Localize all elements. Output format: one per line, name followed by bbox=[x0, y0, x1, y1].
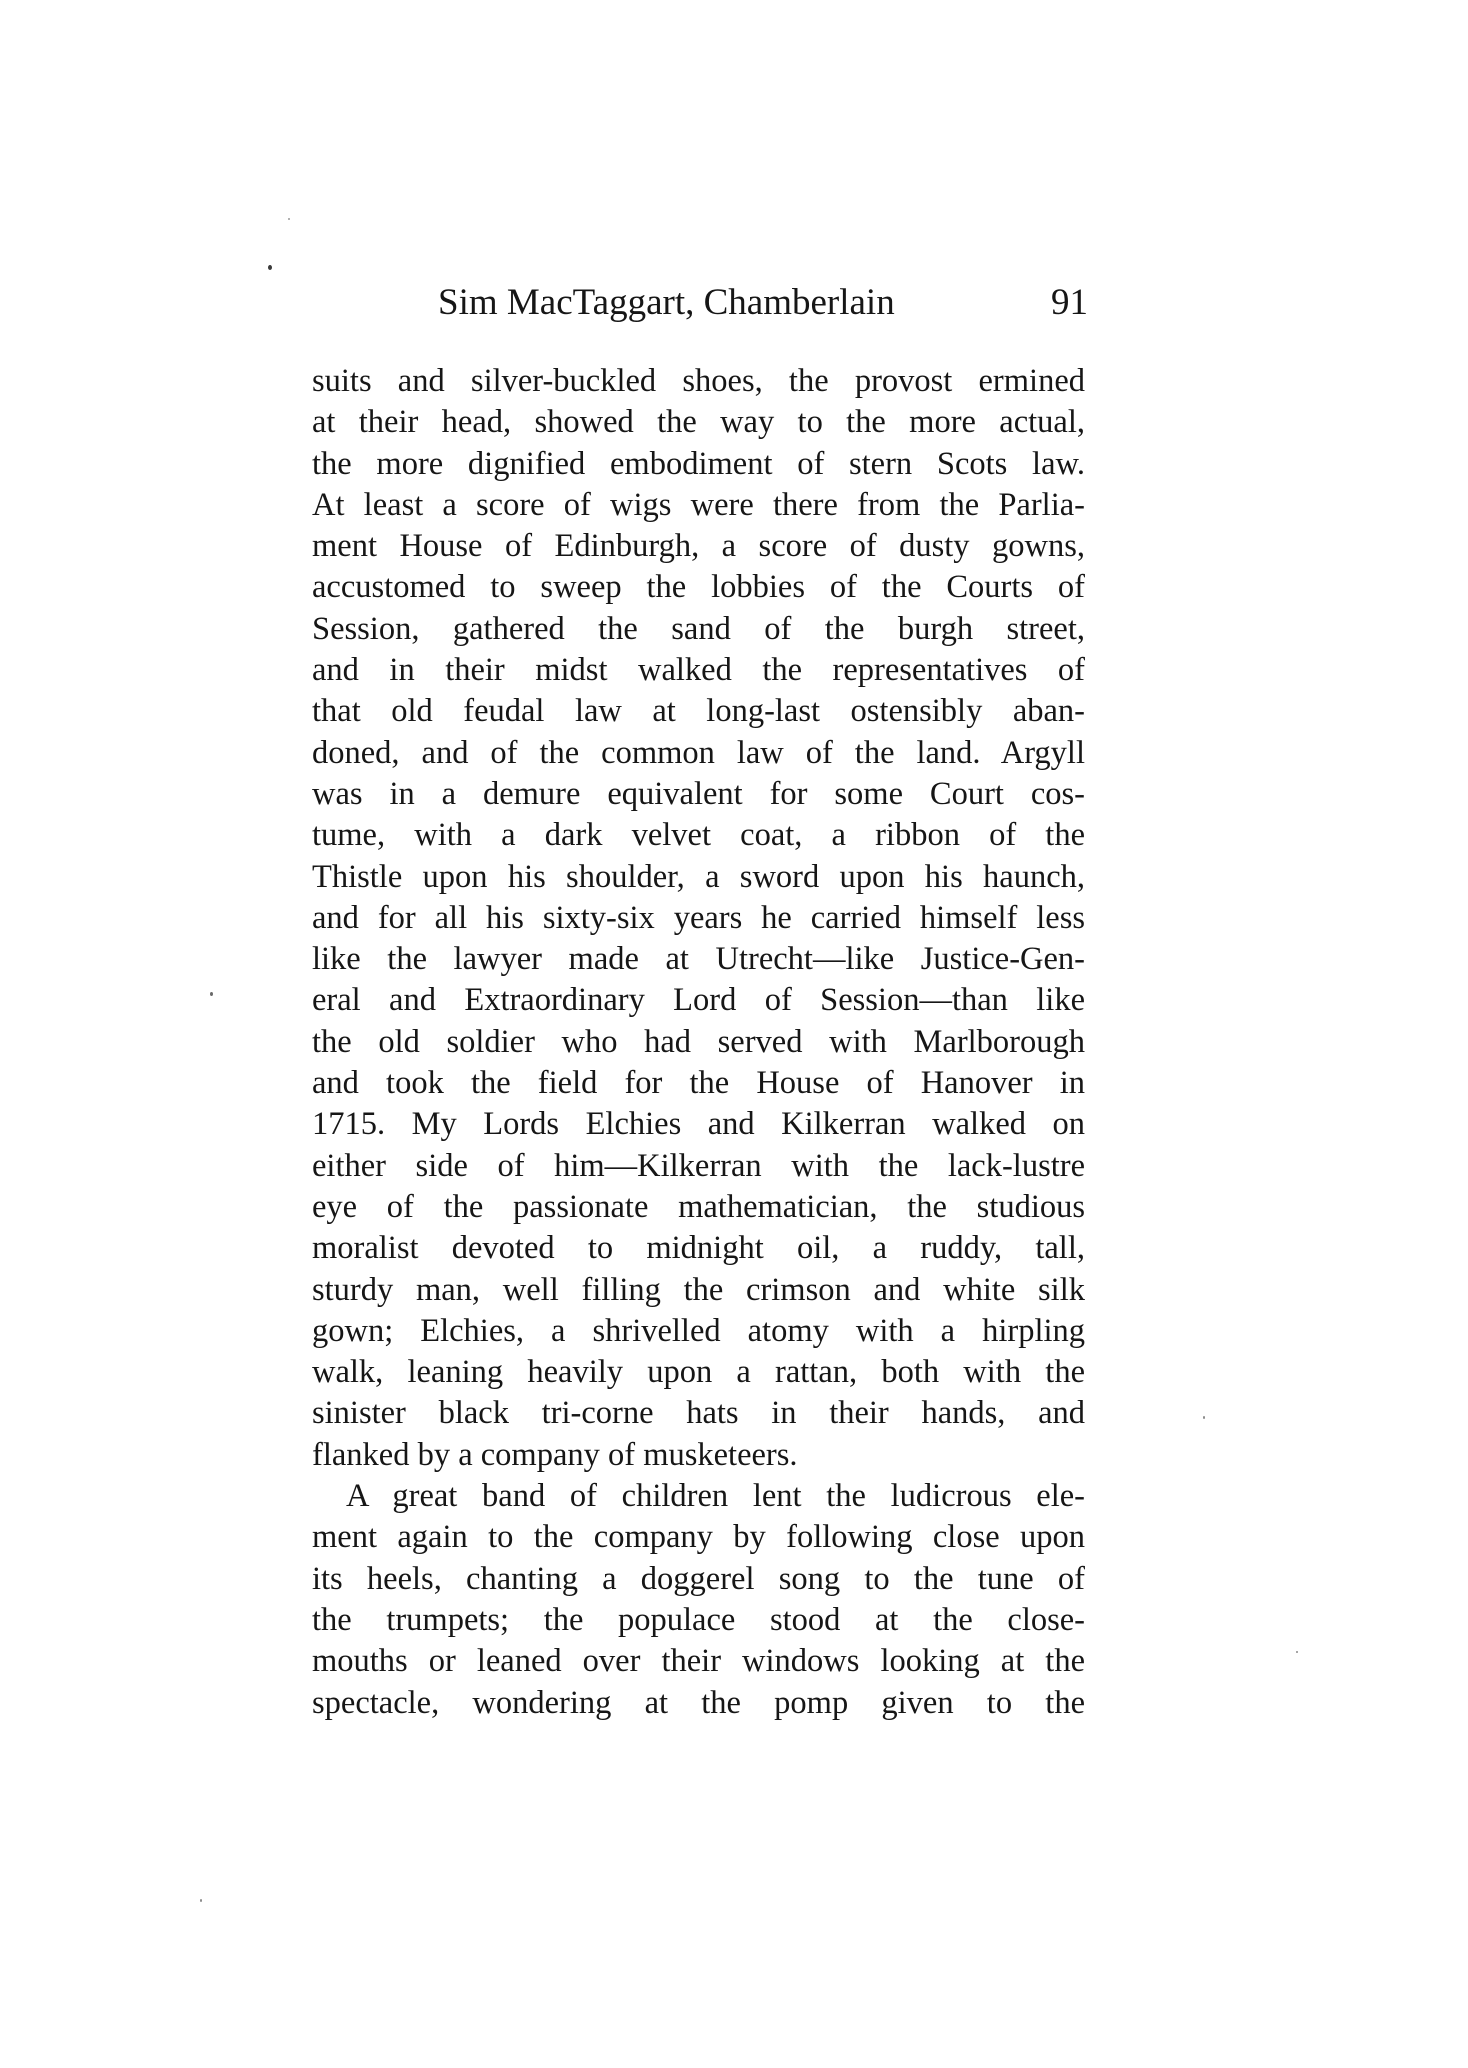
paragraph-start-line: A great band of children lent the ludicrous ele- bbox=[346, 1478, 1085, 1515]
text-line: tume, with a dark velvet coat, a ribbon of the bbox=[312, 817, 1085, 854]
text-line: ment House of Edinburgh, a score of dusty gowns, bbox=[312, 528, 1085, 565]
scan-speck bbox=[1203, 1416, 1205, 1419]
running-head-title: Sim MacTaggart, Chamberlain bbox=[438, 282, 895, 323]
text-line: the more dignified embodiment of stern Scots law. bbox=[312, 445, 1085, 482]
text-line: eral and Extraordinary Lord of Session—than like bbox=[312, 982, 1085, 1019]
running-head bbox=[438, 278, 1088, 328]
scan-speck bbox=[268, 265, 272, 270]
text-line: At least a score of wigs were there from the Parlia- bbox=[312, 486, 1085, 523]
text-line: doned, and of the common law of the land. Argyll bbox=[312, 734, 1085, 771]
text-line: eye of the passionate mathematician, the studious bbox=[312, 1188, 1085, 1225]
scan-speck bbox=[1296, 1651, 1298, 1653]
text-line: moralist devoted to midnight oil, a ruddy, tall, bbox=[312, 1230, 1085, 1267]
text-line: that old feudal law at long-last ostensibly aban- bbox=[312, 693, 1085, 730]
text-line: either side of him—Kilkerran with the lack-lustre bbox=[312, 1147, 1085, 1184]
text-line: its heels, chanting a doggerel song to the tune of bbox=[312, 1560, 1085, 1597]
text-line: at their head, showed the way to the more actual, bbox=[312, 404, 1085, 441]
page-number: 91 bbox=[1051, 282, 1088, 323]
text-line: the trumpets; the populace stood at the close- bbox=[312, 1601, 1085, 1638]
scan-speck bbox=[288, 218, 290, 220]
text-line: and in their midst walked the representatives of bbox=[312, 652, 1085, 689]
scan-speck bbox=[200, 1899, 202, 1902]
paragraph-end-line: flanked by a company of musketeers. bbox=[312, 1436, 798, 1473]
text-line: walk, leaning heavily upon a rattan, both with the bbox=[312, 1354, 1085, 1391]
text-line: sturdy man, well filling the crimson and white silk bbox=[312, 1271, 1085, 1308]
text-line: gown; Elchies, a shrivelled atomy with a hirpling bbox=[312, 1312, 1085, 1349]
text-line: mouths or leaned over their windows looking at the bbox=[312, 1643, 1085, 1680]
text-line: 1715. My Lords Elchies and Kilkerran walked on bbox=[312, 1106, 1085, 1143]
text-line: accustomed to sweep the lobbies of the Courts of bbox=[312, 569, 1085, 606]
text-line: suits and silver-buckled shoes, the provost ermined bbox=[312, 363, 1085, 399]
text-line: and took the field for the House of Hanover in bbox=[312, 1065, 1085, 1102]
text-line: Thistle upon his shoulder, a sword upon his haunch, bbox=[312, 858, 1085, 895]
text-line: like the lawyer made at Utrecht—like Justice-Gen- bbox=[312, 941, 1085, 978]
text-line: was in a demure equivalent for some Court cos- bbox=[312, 775, 1085, 812]
text-line: Session, gathered the sand of the burgh street, bbox=[312, 610, 1085, 647]
text-line: ment again to the company by following close upon bbox=[312, 1519, 1085, 1556]
body-text bbox=[312, 361, 1085, 1724]
scan-speck bbox=[210, 992, 213, 996]
text-line: spectacle, wondering at the pomp given to the bbox=[312, 1684, 1085, 1721]
text-line: sinister black tri-corne hats in their hands, and bbox=[312, 1395, 1085, 1432]
text-line: and for all his sixty-six years he carried himself less bbox=[312, 899, 1085, 936]
text-line: the old soldier who had served with Marlborough bbox=[312, 1023, 1085, 1060]
